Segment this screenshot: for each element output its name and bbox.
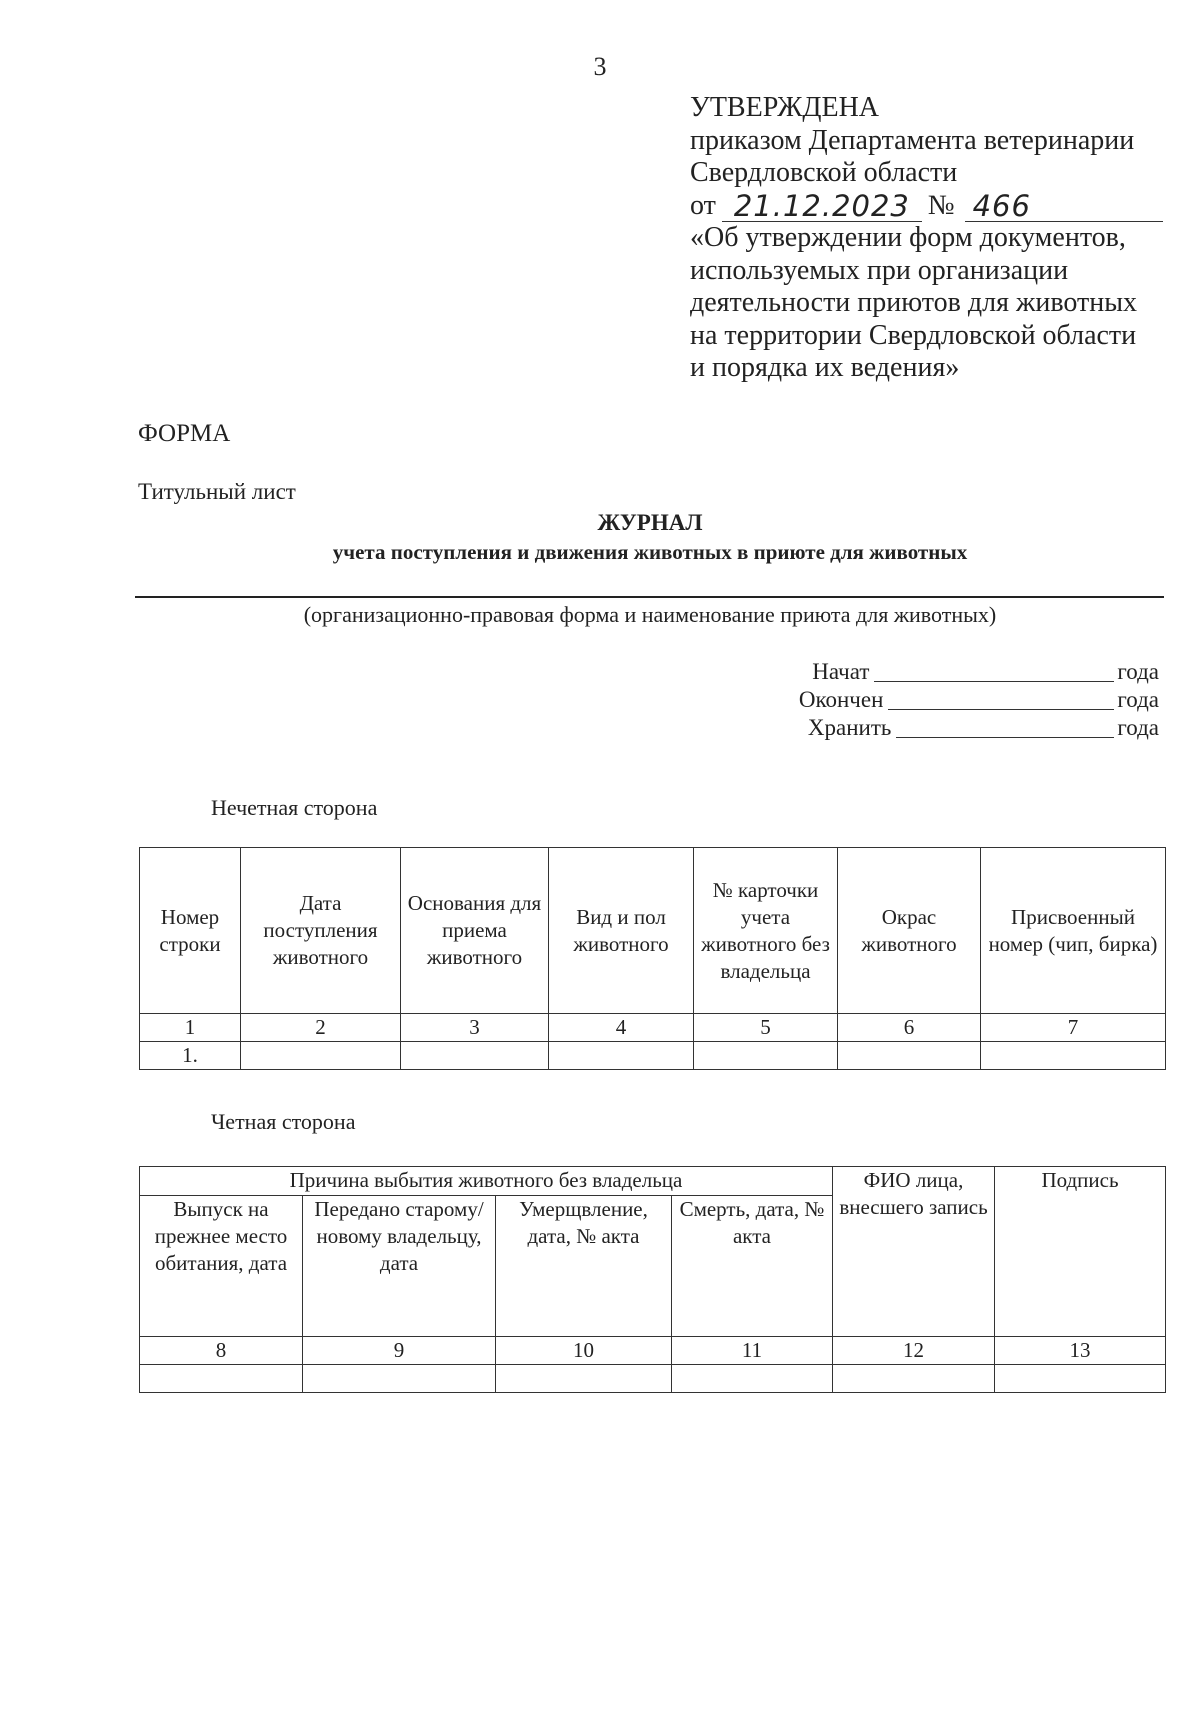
period-keep-suffix: года [1117, 715, 1159, 740]
period-finished-suffix: года [1117, 687, 1159, 712]
column-number: 12 [833, 1337, 995, 1365]
table-cell [981, 1042, 1166, 1070]
column-number: 13 [995, 1337, 1166, 1365]
header-signature: Подпись [995, 1167, 1166, 1337]
table-cell [496, 1365, 672, 1393]
table-cell: 1. [140, 1042, 241, 1070]
table-row [140, 1365, 1166, 1393]
date-prefix: от [690, 189, 716, 221]
header-arrival-date: Дата поступления животного [241, 848, 401, 1014]
table-cell [694, 1042, 838, 1070]
column-number: 7 [981, 1014, 1166, 1042]
table-cell [241, 1042, 401, 1070]
title-page-label: Титульный лист [138, 479, 296, 504]
handwritten-date: 21.12.2023 [722, 191, 922, 222]
column-number: 5 [694, 1014, 838, 1042]
header-color: Окрас животного [838, 848, 981, 1014]
period-started-blank [874, 659, 1114, 682]
journal-title: ЖУРНАЛ [597, 510, 703, 535]
form-label: ФОРМА [138, 420, 231, 447]
approval-line-5: используемых при организации [690, 254, 1069, 286]
column-number: 8 [140, 1337, 303, 1365]
even-side-label: Четная сторона [211, 1109, 356, 1134]
odd-header-row [140, 848, 1166, 1014]
period-keep-label: Хранить [807, 715, 892, 740]
column-number: 11 [672, 1337, 833, 1365]
table-row [140, 1042, 1166, 1070]
table-cell [995, 1365, 1166, 1393]
period-keep-blank [896, 715, 1114, 738]
column-number: 2 [241, 1014, 401, 1042]
period-keep-row [799, 714, 1159, 742]
column-number: 10 [496, 1337, 672, 1365]
approval-block [690, 92, 1163, 385]
header-admission-basis: Основания для приема животного [401, 848, 549, 1014]
column-number: 4 [549, 1014, 694, 1042]
period-finished-row [799, 686, 1159, 714]
header-death: Смерть, дата, № акта [672, 1196, 833, 1337]
approval-line-6: деятельности приютов для животных [690, 287, 1138, 318]
header-release-to-habitat: Выпуск на прежнее место обитания, дата [140, 1196, 303, 1337]
journal-subtitle: учета поступления и движения животных в приюте для животных [332, 540, 968, 564]
table-cell [833, 1365, 995, 1393]
even-column-numbers-row [140, 1337, 1166, 1365]
header-transferred-to-owner: Передано старому/новому владельцу, дата [303, 1196, 496, 1337]
journal-period-block [799, 658, 1159, 742]
header-recorder-name: ФИО лица, внесшего запись [833, 1167, 995, 1337]
approval-date-number-line [690, 190, 1163, 223]
table-cell [672, 1365, 833, 1393]
page-number: 3 [593, 52, 607, 81]
organization-name-line [135, 596, 1164, 598]
period-started-suffix: года [1117, 659, 1159, 684]
period-finished-blank [888, 687, 1114, 710]
approval-heading: УТВЕРЖДЕНА [690, 92, 880, 123]
table-cell [303, 1365, 496, 1393]
header-row-number: Номер строки [140, 848, 241, 1014]
handwritten-number: 466 [965, 191, 1163, 222]
header-card-number: № карточки учета животного без владельца [694, 848, 838, 1014]
table-cell [140, 1365, 303, 1393]
even-side-table [139, 1166, 1166, 1393]
approval-line-8: и порядка их ведения» [690, 352, 960, 383]
table-cell [401, 1042, 549, 1070]
table-cell [549, 1042, 694, 1070]
column-number: 9 [303, 1337, 496, 1365]
number-sign: № [927, 189, 955, 221]
odd-side-table [139, 847, 1166, 1070]
header-species-sex: Вид и пол животного [549, 848, 694, 1014]
header-euthanasia: Умерщвление, дата, № акта [496, 1196, 672, 1337]
column-number: 3 [401, 1014, 549, 1042]
period-started-row [799, 658, 1159, 686]
organization-caption: (организационно-правовая форма и наименование приюта для животных) [303, 602, 997, 627]
approval-line-4: «Об утверждении форм документов, [690, 222, 1126, 253]
header-assigned-number: Присвоенный номер (чип, бирка) [981, 848, 1166, 1014]
odd-column-numbers-row [140, 1014, 1166, 1042]
table-cell [838, 1042, 981, 1070]
odd-side-label: Нечетная сторона [211, 795, 378, 820]
period-started-label: Начат [812, 659, 870, 684]
header-disposal-reason: Причина выбытия животного без владельца [140, 1167, 833, 1196]
column-number: 1 [140, 1014, 241, 1042]
approval-line-7: на территории Свердловской области [690, 319, 1137, 351]
period-finished-label: Окончен [798, 687, 884, 712]
even-header-row [140, 1167, 1166, 1196]
approval-line-2: Свердловской области [690, 157, 958, 188]
column-number: 6 [838, 1014, 981, 1042]
approval-line-1: приказом Департамента ветеринарии [690, 124, 1135, 156]
